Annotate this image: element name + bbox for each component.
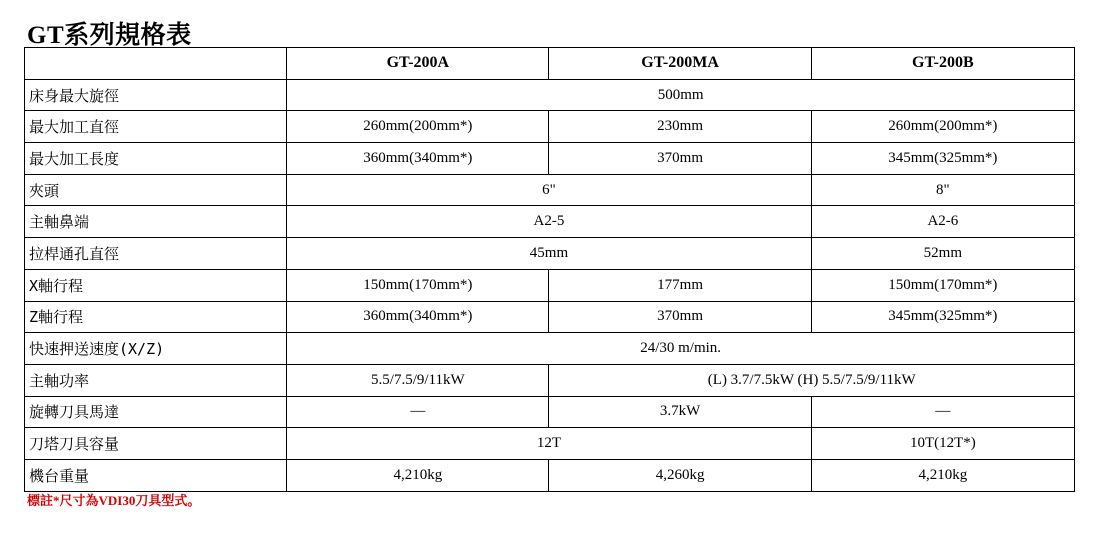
- cell-value: 3.7kW: [549, 396, 811, 428]
- cell-value: A2-5: [287, 206, 811, 238]
- cell-value: 6": [287, 174, 811, 206]
- cell-value: 177mm: [549, 269, 811, 301]
- table-row: [25, 143, 1075, 175]
- row-label: 拉桿通孔直徑: [25, 238, 287, 270]
- row-label: 夾頭: [25, 174, 287, 206]
- cell-value: —: [811, 396, 1074, 428]
- cell-value: 12T: [287, 428, 811, 460]
- cell-value: 360mm(340mm*): [287, 143, 549, 175]
- cell-value: 500mm: [287, 79, 1075, 111]
- cell-value: 45mm: [287, 238, 811, 270]
- row-label: 旋轉刀具馬達: [25, 396, 287, 428]
- row-label: 快速押送速度(X/Z): [25, 333, 287, 365]
- table-row: [25, 111, 1075, 143]
- row-label: 主軸鼻端: [25, 206, 287, 238]
- row-label: Z軸行程: [25, 301, 287, 333]
- header-empty-cell: [25, 48, 287, 80]
- row-label: 機台重量: [25, 459, 287, 491]
- page-title: GT系列規格表: [27, 22, 192, 49]
- table-row: [25, 333, 1075, 365]
- cell-value: 24/30 m/min.: [287, 333, 1075, 365]
- table-row: [25, 79, 1075, 111]
- footnote: 標註*尺寸為VDI30刀具型式。: [27, 493, 201, 508]
- cell-value: 370mm: [549, 301, 811, 333]
- table-row: [25, 238, 1075, 270]
- cell-value: 360mm(340mm*): [287, 301, 549, 333]
- cell-value: 52mm: [811, 238, 1074, 270]
- cell-value: (L) 3.7/7.5kW (H) 5.5/7.5/9/11kW: [549, 364, 1075, 396]
- cell-value: 4,260kg: [549, 459, 811, 491]
- row-label: X軸行程: [25, 269, 287, 301]
- row-label: 刀塔刀具容量: [25, 428, 287, 460]
- column-header-gt200a: GT-200A: [287, 48, 549, 80]
- cell-value: —: [287, 396, 549, 428]
- cell-value: 345mm(325mm*): [811, 143, 1074, 175]
- table-header-row: [25, 48, 1075, 80]
- cell-value: 150mm(170mm*): [287, 269, 549, 301]
- table-row: [25, 364, 1075, 396]
- cell-value: 5.5/7.5/9/11kW: [287, 364, 549, 396]
- row-label: 主軸功率: [25, 364, 287, 396]
- cell-value: 10T(12T*): [811, 428, 1074, 460]
- column-header-gt200b: GT-200B: [811, 48, 1074, 80]
- table-row: [25, 174, 1075, 206]
- table-row: [25, 396, 1075, 428]
- column-header-gt200ma: GT-200MA: [549, 48, 811, 80]
- table-row: [25, 428, 1075, 460]
- cell-value: 4,210kg: [287, 459, 549, 491]
- cell-value: 4,210kg: [811, 459, 1074, 491]
- spec-table: [24, 47, 1075, 492]
- row-label: 床身最大旋徑: [25, 79, 287, 111]
- cell-value: 345mm(325mm*): [811, 301, 1074, 333]
- cell-value: 150mm(170mm*): [811, 269, 1074, 301]
- cell-value: A2-6: [811, 206, 1074, 238]
- row-label: 最大加工長度: [25, 143, 287, 175]
- cell-value: 230mm: [549, 111, 811, 143]
- table-row: [25, 269, 1075, 301]
- table-row: [25, 206, 1075, 238]
- cell-value: 370mm: [549, 143, 811, 175]
- cell-value: 8": [811, 174, 1074, 206]
- cell-value: 260mm(200mm*): [287, 111, 549, 143]
- table-row: [25, 459, 1075, 491]
- table-row: [25, 301, 1075, 333]
- row-label: 最大加工直徑: [25, 111, 287, 143]
- cell-value: 260mm(200mm*): [811, 111, 1074, 143]
